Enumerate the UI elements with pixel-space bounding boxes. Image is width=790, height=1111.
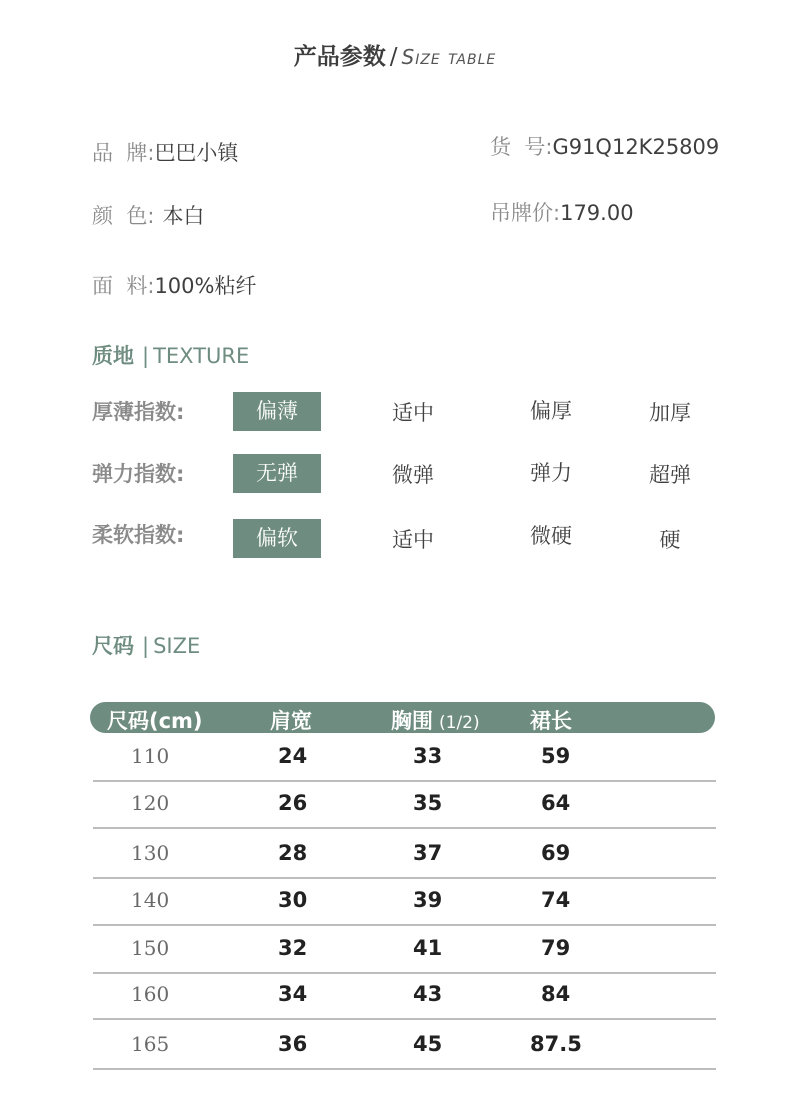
- size-table-header: [90, 702, 715, 733]
- cell-bust: 39: [413, 888, 443, 912]
- texture-heading-cn: 质地: [92, 344, 134, 368]
- fabric-info: [92, 270, 256, 300]
- fabric-label: 面 料:: [92, 274, 155, 298]
- table-row: [93, 833, 716, 879]
- cell-shoulder: 36: [278, 1032, 308, 1056]
- thickness-option-medium: 适中: [392, 401, 434, 425]
- sku-value: G91Q12K25809: [552, 135, 720, 159]
- price-info: [490, 197, 634, 227]
- cell-bust: 41: [413, 936, 443, 960]
- table-row: [93, 736, 716, 782]
- elasticity-label: 弹力指数:: [92, 462, 185, 486]
- table-row: [93, 974, 716, 1020]
- column-header-shoulder: 肩宽: [270, 709, 312, 733]
- table-row: [93, 783, 716, 829]
- cell-size: 160: [131, 982, 170, 1006]
- page-title: [0, 38, 790, 74]
- cell-size: 140: [131, 888, 170, 912]
- elasticity-option-elastic: 弹力: [530, 461, 572, 485]
- column-header-length: 裙长: [530, 709, 572, 733]
- softness-option-soft: 偏软: [233, 519, 321, 558]
- cell-shoulder: 34: [278, 982, 308, 1006]
- price-value: 179.00: [560, 201, 634, 225]
- table-row: [93, 880, 716, 926]
- softness-label: 柔软指数:: [92, 523, 185, 547]
- column-header-bust-label: 胸围: [391, 709, 433, 733]
- cell-shoulder: 30: [278, 888, 308, 912]
- cell-shoulder: 26: [278, 791, 308, 815]
- column-header-bust-note: (1/2): [439, 713, 480, 733]
- cell-bust: 35: [413, 791, 443, 815]
- thickness-label: 厚薄指数:: [92, 400, 185, 424]
- brand-info: [92, 137, 238, 167]
- cell-length: 69: [541, 841, 571, 865]
- elasticity-option-super: 超弹: [649, 463, 691, 487]
- size-heading-en: SIZE: [153, 634, 201, 658]
- column-header-size: 尺码(cm): [107, 709, 203, 733]
- column-header-bust: [391, 705, 480, 735]
- softness-row: [92, 519, 732, 559]
- cell-size: 130: [131, 841, 170, 865]
- cell-bust: 43: [413, 982, 443, 1006]
- thickness-row: [92, 392, 732, 432]
- elasticity-row: [92, 454, 732, 494]
- cell-shoulder: 24: [278, 744, 308, 768]
- cell-length: 79: [541, 936, 571, 960]
- brand-value: 巴巴小镇: [154, 141, 239, 165]
- thickness-option-thick: 偏厚: [530, 399, 572, 423]
- table-row: [93, 928, 716, 974]
- price-label: 吊牌价:: [490, 201, 561, 225]
- texture-heading-separator: |: [142, 344, 150, 368]
- color-label: 颜 色:: [92, 204, 155, 228]
- cell-length: 64: [541, 791, 571, 815]
- cell-length: 74: [541, 888, 571, 912]
- cell-length: 87.5: [530, 1032, 582, 1056]
- cell-bust: 33: [413, 744, 443, 768]
- thickness-option-extra-thick: 加厚: [649, 401, 691, 425]
- title-separator: /: [389, 44, 398, 70]
- softness-option-medium: 适中: [392, 528, 434, 552]
- cell-size: 110: [131, 744, 170, 768]
- size-heading: [92, 630, 200, 660]
- size-heading-separator: |: [142, 634, 150, 658]
- texture-heading-en: TEXTURE: [153, 344, 250, 368]
- cell-bust: 37: [413, 841, 443, 865]
- thickness-option-thin: 偏薄: [233, 392, 321, 431]
- title-chinese: 产品参数: [293, 44, 386, 70]
- cell-length: 59: [541, 744, 571, 768]
- elasticity-option-none: 无弹: [233, 454, 321, 493]
- softness-option-slightly-hard: 微硬: [530, 524, 572, 548]
- sku-label: 货 号:: [490, 135, 553, 159]
- color-info: [92, 200, 204, 230]
- cell-size: 150: [131, 936, 170, 960]
- cell-size: 165: [131, 1032, 170, 1056]
- texture-heading: [92, 340, 249, 370]
- cell-bust: 45: [413, 1032, 443, 1056]
- elasticity-option-slight: 微弹: [392, 463, 434, 487]
- cell-shoulder: 32: [278, 936, 308, 960]
- cell-size: 120: [131, 791, 170, 815]
- softness-option-hard: 硬: [659, 528, 681, 552]
- cell-length: 84: [541, 982, 571, 1006]
- table-row: [93, 1024, 716, 1070]
- cell-shoulder: 28: [278, 841, 308, 865]
- title-english: Size table: [401, 45, 497, 69]
- fabric-value: 100%粘纤: [154, 274, 257, 298]
- size-heading-cn: 尺码: [92, 634, 134, 658]
- brand-label: 品 牌:: [92, 141, 155, 165]
- color-value: 本白: [162, 204, 205, 228]
- sku-info: [490, 131, 719, 161]
